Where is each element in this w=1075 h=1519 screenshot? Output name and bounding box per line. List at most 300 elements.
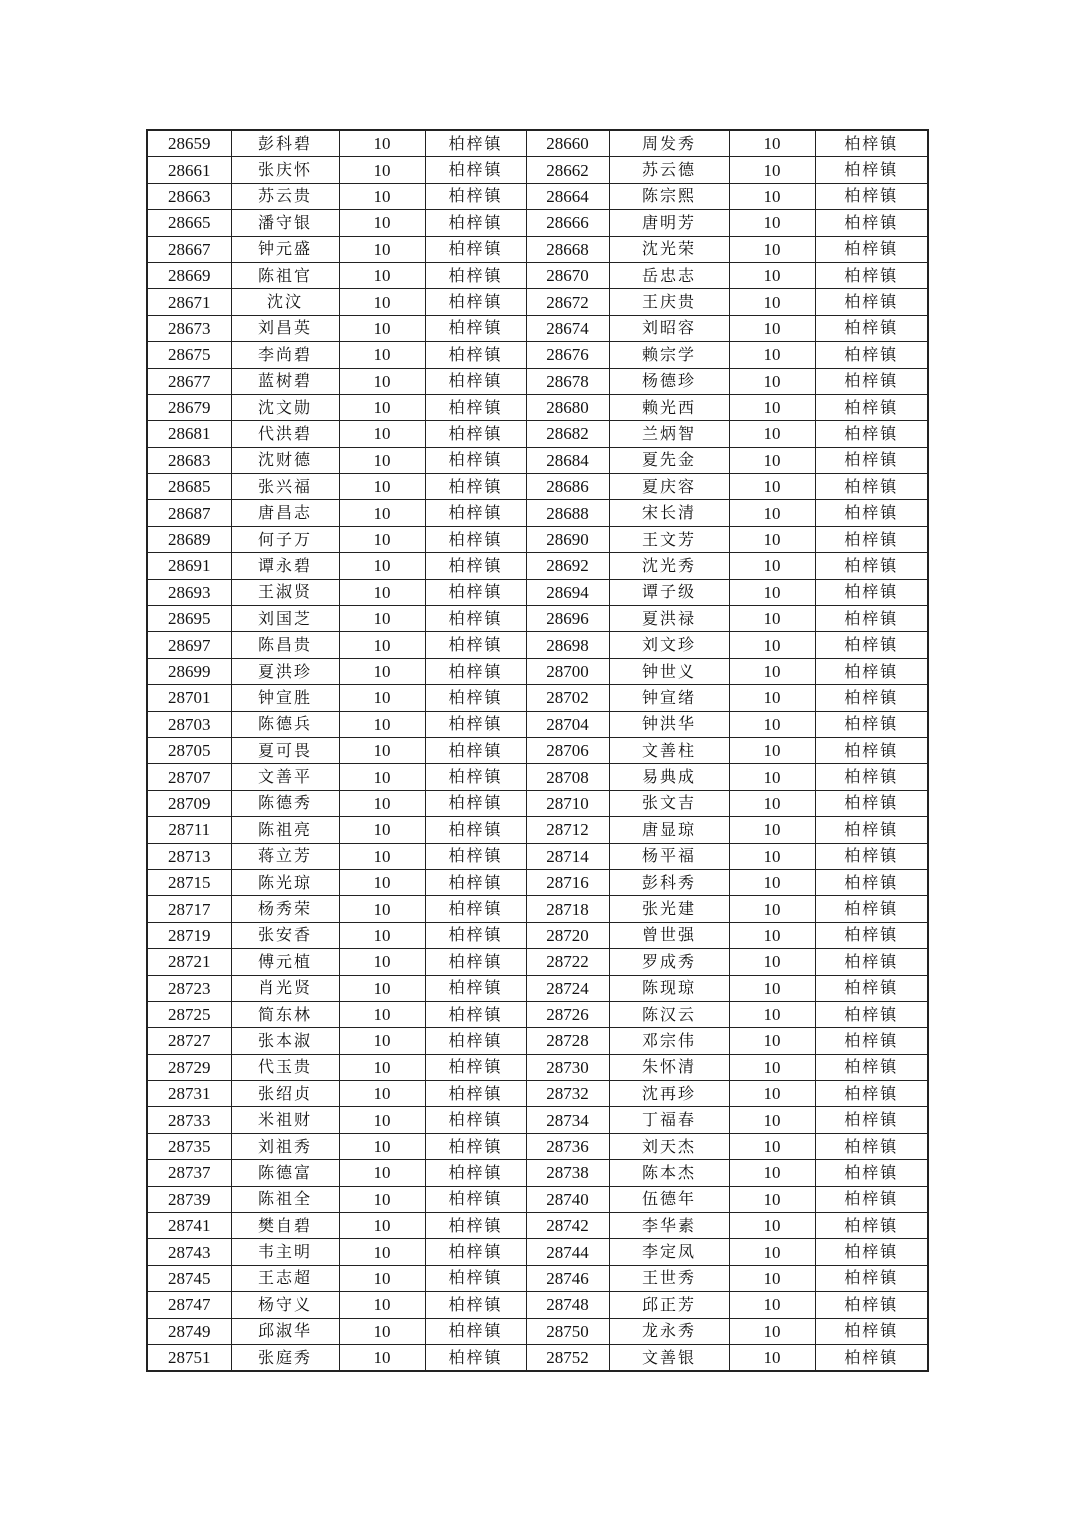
town-cell: 柏梓镇 [425, 896, 526, 922]
name-cell: 钟元盛 [231, 236, 339, 262]
town-cell: 柏梓镇 [425, 500, 526, 526]
town-cell: 柏梓镇 [815, 1133, 928, 1159]
name-cell: 王志超 [231, 1265, 339, 1291]
town-cell: 柏梓镇 [425, 526, 526, 552]
id-cell: 28720 [526, 922, 609, 948]
name-cell: 夏先金 [609, 447, 729, 473]
amount-cell: 10 [729, 368, 815, 394]
town-cell: 柏梓镇 [815, 1001, 928, 1027]
id-cell: 28711 [147, 817, 231, 843]
table-row [147, 1239, 928, 1265]
table-row [147, 394, 928, 420]
town-cell: 柏梓镇 [425, 658, 526, 684]
town-cell: 柏梓镇 [815, 606, 928, 632]
name-cell: 岳忠志 [609, 262, 729, 288]
town-cell: 柏梓镇 [815, 342, 928, 368]
id-cell: 28727 [147, 1028, 231, 1054]
id-cell: 28682 [526, 421, 609, 447]
id-cell: 28681 [147, 421, 231, 447]
town-cell: 柏梓镇 [815, 526, 928, 552]
id-cell: 28664 [526, 183, 609, 209]
town-cell: 柏梓镇 [815, 1239, 928, 1265]
table-row [147, 1213, 928, 1239]
town-cell: 柏梓镇 [425, 394, 526, 420]
town-cell: 柏梓镇 [425, 1081, 526, 1107]
amount-cell: 10 [339, 896, 425, 922]
id-cell: 28695 [147, 606, 231, 632]
amount-cell: 10 [339, 606, 425, 632]
id-cell: 28726 [526, 1001, 609, 1027]
name-cell: 蓝树碧 [231, 368, 339, 394]
id-cell: 28747 [147, 1292, 231, 1318]
name-cell: 陈昌贵 [231, 632, 339, 658]
id-cell: 28686 [526, 474, 609, 500]
id-cell: 28732 [526, 1081, 609, 1107]
name-cell: 文善银 [609, 1344, 729, 1371]
amount-cell: 10 [729, 210, 815, 236]
id-cell: 28714 [526, 843, 609, 869]
table-row [147, 685, 928, 711]
amount-cell: 10 [729, 500, 815, 526]
name-cell: 沈汶 [231, 289, 339, 315]
amount-cell: 10 [729, 790, 815, 816]
town-cell: 柏梓镇 [815, 210, 928, 236]
name-cell: 陈祖亮 [231, 817, 339, 843]
amount-cell: 10 [729, 553, 815, 579]
table-row [147, 526, 928, 552]
town-cell: 柏梓镇 [425, 157, 526, 183]
name-cell: 樊自碧 [231, 1213, 339, 1239]
amount-cell: 10 [339, 817, 425, 843]
name-cell: 刘昌英 [231, 315, 339, 341]
town-cell: 柏梓镇 [425, 236, 526, 262]
town-cell: 柏梓镇 [425, 1054, 526, 1080]
name-cell: 张光建 [609, 896, 729, 922]
amount-cell: 10 [339, 289, 425, 315]
name-cell: 易典成 [609, 764, 729, 790]
name-cell: 伍德年 [609, 1186, 729, 1212]
id-cell: 28717 [147, 896, 231, 922]
table-row [147, 1265, 928, 1291]
table-row [147, 711, 928, 737]
town-cell: 柏梓镇 [425, 1160, 526, 1186]
name-cell: 唐明芳 [609, 210, 729, 236]
town-cell: 柏梓镇 [815, 896, 928, 922]
town-cell: 柏梓镇 [815, 421, 928, 447]
amount-cell: 10 [729, 843, 815, 869]
amount-cell: 10 [339, 1107, 425, 1133]
town-cell: 柏梓镇 [815, 737, 928, 763]
table-body [147, 130, 928, 1371]
town-cell: 柏梓镇 [425, 474, 526, 500]
amount-cell: 10 [339, 1213, 425, 1239]
amount-cell: 10 [339, 368, 425, 394]
name-cell: 钟洪华 [609, 711, 729, 737]
name-cell: 谭子级 [609, 579, 729, 605]
id-cell: 28715 [147, 869, 231, 895]
name-cell: 米祖财 [231, 1107, 339, 1133]
id-cell: 28745 [147, 1265, 231, 1291]
amount-cell: 10 [729, 315, 815, 341]
id-cell: 28749 [147, 1318, 231, 1344]
amount-cell: 10 [339, 711, 425, 737]
name-cell: 陈宗熙 [609, 183, 729, 209]
town-cell: 柏梓镇 [425, 183, 526, 209]
amount-cell: 10 [729, 1239, 815, 1265]
id-cell: 28678 [526, 368, 609, 394]
id-cell: 28669 [147, 262, 231, 288]
town-cell: 柏梓镇 [425, 342, 526, 368]
name-cell: 王庆贵 [609, 289, 729, 315]
name-cell: 张本淑 [231, 1028, 339, 1054]
town-cell: 柏梓镇 [815, 262, 928, 288]
town-cell: 柏梓镇 [425, 315, 526, 341]
id-cell: 28731 [147, 1081, 231, 1107]
town-cell: 柏梓镇 [815, 500, 928, 526]
amount-cell: 10 [729, 1001, 815, 1027]
id-cell: 28671 [147, 289, 231, 315]
table-row [147, 843, 928, 869]
amount-cell: 10 [729, 869, 815, 895]
id-cell: 28699 [147, 658, 231, 684]
id-cell: 28667 [147, 236, 231, 262]
town-cell: 柏梓镇 [815, 315, 928, 341]
table-row [147, 658, 928, 684]
town-cell: 柏梓镇 [815, 843, 928, 869]
table-row [147, 500, 928, 526]
amount-cell: 10 [339, 500, 425, 526]
id-cell: 28721 [147, 949, 231, 975]
town-cell: 柏梓镇 [815, 949, 928, 975]
amount-cell: 10 [339, 1081, 425, 1107]
name-cell: 钟宣绪 [609, 685, 729, 711]
table-row [147, 1318, 928, 1344]
name-cell: 杨平福 [609, 843, 729, 869]
amount-cell: 10 [729, 1318, 815, 1344]
id-cell: 28675 [147, 342, 231, 368]
town-cell: 柏梓镇 [815, 130, 928, 157]
town-cell: 柏梓镇 [425, 764, 526, 790]
id-cell: 28673 [147, 315, 231, 341]
id-cell: 28683 [147, 447, 231, 473]
id-cell: 28665 [147, 210, 231, 236]
town-cell: 柏梓镇 [425, 447, 526, 473]
name-cell: 赖宗学 [609, 342, 729, 368]
amount-cell: 10 [729, 1081, 815, 1107]
id-cell: 28730 [526, 1054, 609, 1080]
name-cell: 文善平 [231, 764, 339, 790]
town-cell: 柏梓镇 [425, 1344, 526, 1371]
id-cell: 28706 [526, 737, 609, 763]
amount-cell: 10 [729, 447, 815, 473]
table-row [147, 1054, 928, 1080]
name-cell: 彭科碧 [231, 130, 339, 157]
name-cell: 朱怀清 [609, 1054, 729, 1080]
amount-cell: 10 [729, 1133, 815, 1159]
name-cell: 丁福春 [609, 1107, 729, 1133]
table-row [147, 737, 928, 763]
town-cell: 柏梓镇 [815, 1265, 928, 1291]
amount-cell: 10 [339, 1265, 425, 1291]
town-cell: 柏梓镇 [815, 157, 928, 183]
id-cell: 28734 [526, 1107, 609, 1133]
name-cell: 龙永秀 [609, 1318, 729, 1344]
town-cell: 柏梓镇 [815, 1292, 928, 1318]
id-cell: 28708 [526, 764, 609, 790]
amount-cell: 10 [339, 421, 425, 447]
id-cell: 28750 [526, 1318, 609, 1344]
table-row [147, 1001, 928, 1027]
table-row [147, 315, 928, 341]
name-cell: 张兴福 [231, 474, 339, 500]
town-cell: 柏梓镇 [815, 394, 928, 420]
roster-table [146, 129, 929, 1372]
name-cell: 陈现琼 [609, 975, 729, 1001]
name-cell: 沈再珍 [609, 1081, 729, 1107]
id-cell: 28689 [147, 526, 231, 552]
town-cell: 柏梓镇 [425, 606, 526, 632]
amount-cell: 10 [729, 658, 815, 684]
id-cell: 28698 [526, 632, 609, 658]
town-cell: 柏梓镇 [425, 869, 526, 895]
amount-cell: 10 [729, 737, 815, 763]
name-cell: 文善柱 [609, 737, 729, 763]
amount-cell: 10 [339, 579, 425, 605]
table-row [147, 764, 928, 790]
name-cell: 钟宣胜 [231, 685, 339, 711]
table-row [147, 447, 928, 473]
table-row [147, 157, 928, 183]
table-row [147, 130, 928, 157]
amount-cell: 10 [729, 1054, 815, 1080]
amount-cell: 10 [339, 790, 425, 816]
amount-cell: 10 [339, 685, 425, 711]
town-cell: 柏梓镇 [815, 447, 928, 473]
id-cell: 28684 [526, 447, 609, 473]
table-row [147, 975, 928, 1001]
id-cell: 28670 [526, 262, 609, 288]
town-cell: 柏梓镇 [815, 922, 928, 948]
table-row [147, 183, 928, 209]
amount-cell: 10 [729, 157, 815, 183]
amount-cell: 10 [729, 632, 815, 658]
amount-cell: 10 [339, 1054, 425, 1080]
id-cell: 28690 [526, 526, 609, 552]
amount-cell: 10 [729, 606, 815, 632]
id-cell: 28746 [526, 1265, 609, 1291]
table-row [147, 1160, 928, 1186]
amount-cell: 10 [339, 1133, 425, 1159]
table-row [147, 1133, 928, 1159]
id-cell: 28744 [526, 1239, 609, 1265]
amount-cell: 10 [339, 1160, 425, 1186]
table-row [147, 1186, 928, 1212]
name-cell: 杨守义 [231, 1292, 339, 1318]
name-cell: 唐昌志 [231, 500, 339, 526]
table-row [147, 922, 928, 948]
id-cell: 28748 [526, 1292, 609, 1318]
name-cell: 陈德秀 [231, 790, 339, 816]
id-cell: 28661 [147, 157, 231, 183]
name-cell: 谭永碧 [231, 553, 339, 579]
amount-cell: 10 [339, 764, 425, 790]
amount-cell: 10 [339, 1028, 425, 1054]
town-cell: 柏梓镇 [425, 579, 526, 605]
id-cell: 28704 [526, 711, 609, 737]
id-cell: 28741 [147, 1213, 231, 1239]
town-cell: 柏梓镇 [425, 922, 526, 948]
amount-cell: 10 [339, 658, 425, 684]
id-cell: 28660 [526, 130, 609, 157]
id-cell: 28691 [147, 553, 231, 579]
town-cell: 柏梓镇 [815, 1054, 928, 1080]
amount-cell: 10 [729, 685, 815, 711]
table-row [147, 421, 928, 447]
name-cell: 张安香 [231, 922, 339, 948]
amount-cell: 10 [729, 262, 815, 288]
id-cell: 28663 [147, 183, 231, 209]
id-cell: 28672 [526, 289, 609, 315]
id-cell: 28736 [526, 1133, 609, 1159]
name-cell: 刘祖秀 [231, 1133, 339, 1159]
name-cell: 陈祖全 [231, 1186, 339, 1212]
amount-cell: 10 [729, 711, 815, 737]
id-cell: 28687 [147, 500, 231, 526]
name-cell: 刘国芝 [231, 606, 339, 632]
amount-cell: 10 [729, 1186, 815, 1212]
id-cell: 28662 [526, 157, 609, 183]
id-cell: 28738 [526, 1160, 609, 1186]
amount-cell: 10 [339, 1239, 425, 1265]
amount-cell: 10 [339, 975, 425, 1001]
town-cell: 柏梓镇 [425, 843, 526, 869]
amount-cell: 10 [339, 632, 425, 658]
table-row [147, 210, 928, 236]
id-cell: 28705 [147, 737, 231, 763]
town-cell: 柏梓镇 [815, 1028, 928, 1054]
name-cell: 曾世强 [609, 922, 729, 948]
town-cell: 柏梓镇 [815, 579, 928, 605]
name-cell: 陈本杰 [609, 1160, 729, 1186]
name-cell: 唐显琼 [609, 817, 729, 843]
town-cell: 柏梓镇 [815, 790, 928, 816]
town-cell: 柏梓镇 [425, 711, 526, 737]
table-row [147, 1081, 928, 1107]
town-cell: 柏梓镇 [815, 1081, 928, 1107]
amount-cell: 10 [729, 949, 815, 975]
name-cell: 陈光琼 [231, 869, 339, 895]
amount-cell: 10 [729, 1344, 815, 1371]
id-cell: 28735 [147, 1133, 231, 1159]
name-cell: 苏云贵 [231, 183, 339, 209]
amount-cell: 10 [729, 1213, 815, 1239]
amount-cell: 10 [729, 183, 815, 209]
id-cell: 28742 [526, 1213, 609, 1239]
name-cell: 陈祖官 [231, 262, 339, 288]
amount-cell: 10 [339, 843, 425, 869]
name-cell: 钟世义 [609, 658, 729, 684]
name-cell: 李华素 [609, 1213, 729, 1239]
id-cell: 28688 [526, 500, 609, 526]
name-cell: 肖光贤 [231, 975, 339, 1001]
name-cell: 张庭秀 [231, 1344, 339, 1371]
id-cell: 28680 [526, 394, 609, 420]
town-cell: 柏梓镇 [425, 1107, 526, 1133]
name-cell: 张文吉 [609, 790, 729, 816]
id-cell: 28668 [526, 236, 609, 262]
amount-cell: 10 [339, 1186, 425, 1212]
amount-cell: 10 [729, 130, 815, 157]
name-cell: 李定凤 [609, 1239, 729, 1265]
name-cell: 何子万 [231, 526, 339, 552]
id-cell: 28725 [147, 1001, 231, 1027]
name-cell: 沈光荣 [609, 236, 729, 262]
amount-cell: 10 [339, 922, 425, 948]
table-row [147, 1107, 928, 1133]
name-cell: 简东林 [231, 1001, 339, 1027]
amount-cell: 10 [729, 236, 815, 262]
name-cell: 代玉贵 [231, 1054, 339, 1080]
town-cell: 柏梓镇 [425, 1001, 526, 1027]
table-row [147, 1028, 928, 1054]
amount-cell: 10 [339, 210, 425, 236]
town-cell: 柏梓镇 [815, 869, 928, 895]
name-cell: 王文芳 [609, 526, 729, 552]
amount-cell: 10 [729, 289, 815, 315]
town-cell: 柏梓镇 [815, 236, 928, 262]
town-cell: 柏梓镇 [425, 1213, 526, 1239]
table-row [147, 289, 928, 315]
amount-cell: 10 [339, 447, 425, 473]
name-cell: 沈文勋 [231, 394, 339, 420]
town-cell: 柏梓镇 [815, 1107, 928, 1133]
amount-cell: 10 [339, 130, 425, 157]
town-cell: 柏梓镇 [425, 130, 526, 157]
town-cell: 柏梓镇 [815, 183, 928, 209]
amount-cell: 10 [339, 869, 425, 895]
id-cell: 28666 [526, 210, 609, 236]
id-cell: 28693 [147, 579, 231, 605]
id-cell: 28697 [147, 632, 231, 658]
town-cell: 柏梓镇 [815, 368, 928, 394]
amount-cell: 10 [339, 342, 425, 368]
name-cell: 夏可畏 [231, 737, 339, 763]
amount-cell: 10 [339, 183, 425, 209]
id-cell: 28692 [526, 553, 609, 579]
amount-cell: 10 [339, 236, 425, 262]
name-cell: 邱正芳 [609, 1292, 729, 1318]
town-cell: 柏梓镇 [815, 1213, 928, 1239]
name-cell: 夏洪禄 [609, 606, 729, 632]
amount-cell: 10 [339, 553, 425, 579]
amount-cell: 10 [339, 394, 425, 420]
id-cell: 28740 [526, 1186, 609, 1212]
id-cell: 28733 [147, 1107, 231, 1133]
town-cell: 柏梓镇 [425, 1239, 526, 1265]
table-row [147, 262, 928, 288]
amount-cell: 10 [339, 262, 425, 288]
id-cell: 28707 [147, 764, 231, 790]
amount-cell: 10 [729, 1292, 815, 1318]
table-row [147, 869, 928, 895]
town-cell: 柏梓镇 [425, 368, 526, 394]
name-cell: 张绍贞 [231, 1081, 339, 1107]
id-cell: 28724 [526, 975, 609, 1001]
town-cell: 柏梓镇 [815, 975, 928, 1001]
name-cell: 彭科秀 [609, 869, 729, 895]
id-cell: 28718 [526, 896, 609, 922]
id-cell: 28685 [147, 474, 231, 500]
